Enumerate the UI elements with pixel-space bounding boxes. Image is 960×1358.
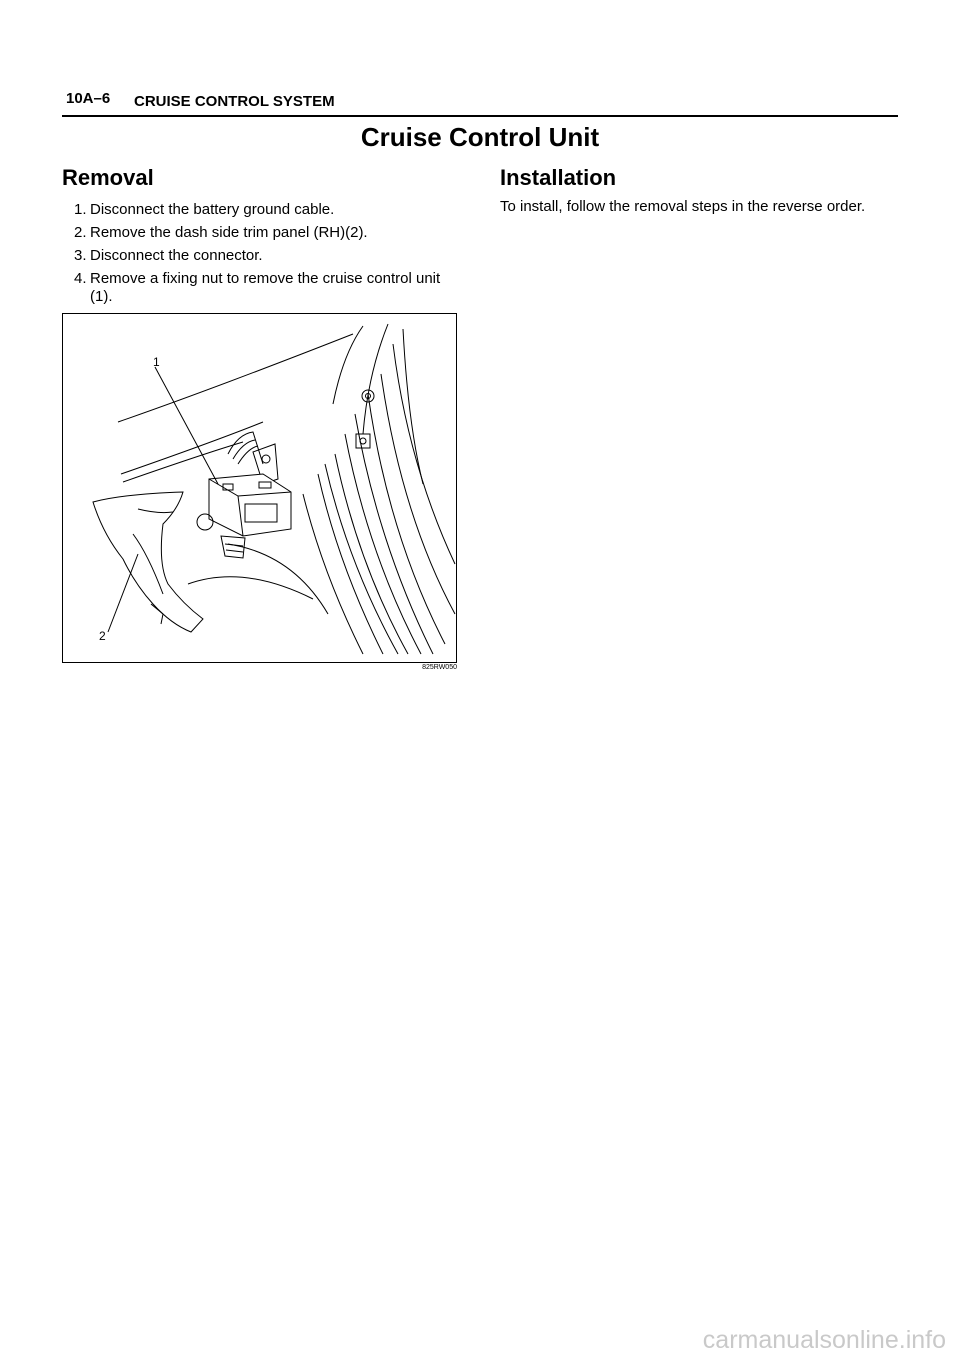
step-text-continued: (1). — [90, 288, 113, 305]
cruise-control-unit-illustration — [63, 314, 457, 663]
step-text: Remove the dash side trim panel (RH)(2). — [90, 224, 368, 241]
removal-heading: Removal — [62, 165, 154, 190]
section-code: 10A–6 — [66, 90, 111, 107]
callout-1: 1 — [153, 355, 160, 369]
step-text: Disconnect the battery ground cable. — [90, 201, 335, 218]
step-number: 4. — [74, 270, 87, 287]
callout-2: 2 — [99, 629, 106, 643]
step-number: 1. — [74, 201, 87, 218]
header-rule — [62, 115, 898, 117]
step-text: Remove a fixing nut to remove the cruise control unit — [90, 270, 441, 287]
removal-step — [74, 247, 464, 265]
installation-text: To install, follow the removal steps in the reverse order. — [500, 198, 866, 215]
watermark: carmanualsonline.info — [702, 1326, 946, 1354]
removal-step — [74, 201, 464, 219]
step-text: Disconnect the connector. — [90, 247, 263, 264]
illustration-figure — [62, 313, 457, 663]
section-title: CRUISE CONTROL SYSTEM — [134, 93, 335, 110]
page-title: Cruise Control Unit — [360, 122, 600, 152]
removal-step — [74, 270, 464, 306]
figure-code: 825RW050 — [422, 664, 457, 671]
step-number: 3. — [74, 247, 87, 264]
installation-heading: Installation — [500, 165, 617, 190]
removal-step — [74, 224, 464, 242]
step-number: 2. — [74, 224, 87, 241]
